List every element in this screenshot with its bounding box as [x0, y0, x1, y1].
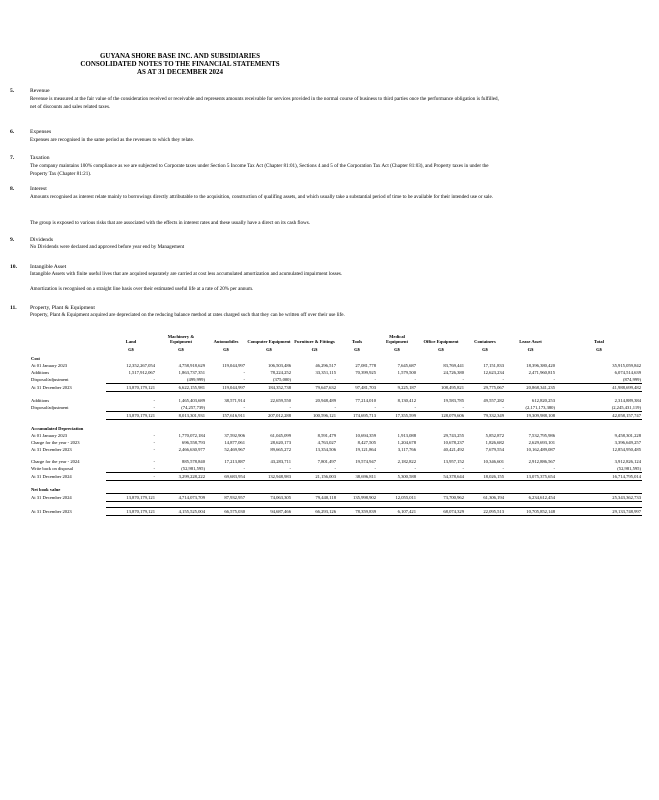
cell-value	[505, 355, 556, 362]
cell-value: 8,130,412	[397, 398, 416, 403]
cell-value: -	[334, 466, 336, 471]
cell-value: (74,257,739)	[181, 405, 205, 410]
note-paragraph: No Dividends were declared and approved before year end by Management	[30, 244, 185, 250]
cell-value: 7,645,687	[397, 363, 416, 368]
cell-value: 19,583,785	[443, 398, 464, 403]
currency-label: G$	[354, 347, 360, 352]
cell-value	[556, 355, 642, 362]
cell-value: 28,620,173	[270, 440, 291, 445]
row-label: At 31 December 2024	[31, 474, 72, 479]
column-header: Containers	[474, 338, 496, 344]
cell-value: 20,868,341,235	[505, 384, 556, 392]
cell-value: 37,592,906	[224, 433, 245, 438]
cell-value: -	[502, 377, 504, 382]
cell-value	[246, 355, 292, 362]
cell-value: 19,309,988,108	[505, 412, 556, 420]
cell-value: 21,156,003	[292, 473, 337, 481]
cell-value	[156, 486, 206, 494]
cell-value: 7,801,497	[317, 459, 336, 464]
cell-value: 119,044,997	[222, 363, 245, 368]
cell-value: 89,665,272	[270, 447, 291, 452]
currency-label: G$	[596, 347, 602, 352]
cell-value: 1,770,072,184	[178, 433, 205, 438]
cell-value: 94,687,466	[246, 508, 292, 516]
cell-value: 70,399,925	[355, 370, 376, 375]
cell-value	[206, 486, 246, 494]
cell-value	[337, 355, 377, 362]
cell-value: 27,081,778	[355, 363, 376, 368]
row-label: At 31 December 2023	[31, 385, 72, 390]
cell-value: -	[334, 377, 336, 382]
cell-value: 2,471,960,815	[528, 370, 555, 375]
cell-value: -	[153, 433, 155, 438]
cell-value	[106, 355, 156, 362]
cell-value: -	[374, 405, 376, 410]
cell-value: (2,171,173,380)	[525, 405, 555, 410]
cell-value: 1,579,500	[397, 370, 416, 375]
cell-value: 207,012,288	[246, 412, 292, 420]
table-row	[30, 486, 642, 494]
cell-value: 79,440,118	[292, 494, 337, 502]
cell-value: 42,058,157,747	[556, 412, 642, 420]
cell-value: -	[289, 466, 291, 471]
note-paragraph: Amortization is recognised on a straight line basis over their estimated useful life at a rate of 20% per annum.	[30, 286, 254, 292]
cell-value: 46,296,517	[315, 363, 336, 368]
cell-value: 3,912,826,124	[614, 459, 641, 464]
cell-value: 18,396,380,420	[526, 363, 555, 368]
table-row	[30, 473, 642, 481]
cell-value: -	[502, 466, 504, 471]
column-header: Furniture & Fittings	[294, 338, 335, 344]
cell-value: 1,826,682	[485, 440, 504, 445]
cell-value: 29,743,255	[443, 433, 464, 438]
currency-label: G$	[438, 347, 444, 352]
note-number: 7.	[10, 155, 15, 161]
cell-value: (375,000)	[273, 377, 291, 382]
cell-value: 25,343,362,733	[556, 494, 642, 502]
cell-value	[246, 486, 292, 494]
cell-value: 174,695,713	[337, 412, 377, 420]
cell-value: -	[153, 398, 155, 403]
cell-value	[505, 425, 556, 432]
note-paragraph: Expenses are recognised in the same period as the revenues to which they relate.	[30, 137, 195, 143]
cell-value: 2,629,693,101	[528, 440, 555, 445]
cell-value: -	[153, 447, 155, 452]
cell-value: 4,714,073,709	[156, 494, 206, 502]
note-number: 11.	[10, 305, 17, 311]
cell-value	[556, 486, 642, 494]
cell-value: 9,225,187	[377, 384, 417, 392]
cell-value: 20,948,489	[315, 398, 336, 403]
cell-value: 6,074,514,639	[614, 370, 641, 375]
currency-label: G$	[266, 347, 272, 352]
cell-value: 35,915,059,842	[612, 363, 641, 368]
cell-value: 66,293,126	[292, 508, 337, 516]
cell-value: 2,912,886,567	[528, 459, 555, 464]
note-paragraph: Intangible Assets with finite useful lives that are acquired separately are carried at cost less accumulated amortization and acumulated impairment losses.	[30, 271, 343, 277]
cell-value: -	[374, 466, 376, 471]
cell-value: 1,913,088	[397, 433, 416, 438]
table-row	[30, 397, 642, 404]
cell-value: 2,466,630,977	[178, 447, 205, 452]
note-title: Revenue	[30, 88, 50, 94]
row-label: Additions	[31, 370, 50, 375]
row-label: Net book value	[31, 487, 61, 493]
note-number: 8.	[10, 186, 15, 192]
table-row	[30, 439, 642, 446]
cell-value: 128,079,606	[417, 412, 465, 420]
cell-value: 61,045,099	[270, 433, 291, 438]
cell-value: -	[414, 466, 416, 471]
cell-value: 68,074,329	[417, 508, 465, 516]
cell-value: -	[462, 377, 464, 382]
cell-value: 40,421,492	[443, 447, 464, 452]
cell-value: 4,758,918,629	[178, 363, 205, 368]
cell-value: -	[414, 405, 416, 410]
cell-value: 106,503,486	[268, 363, 291, 368]
cell-value	[417, 425, 465, 432]
cell-value: 83,769,441	[443, 363, 464, 368]
cell-value: 4,155,525,004	[156, 508, 206, 516]
cell-value: -	[153, 377, 155, 382]
cell-value: -	[502, 405, 504, 410]
note-title: Taxation	[30, 155, 50, 161]
table-row	[30, 412, 642, 420]
cell-value: -	[153, 405, 155, 410]
row-label: At 01 January 2023	[31, 363, 68, 368]
cell-value: 38,696,811	[337, 473, 377, 481]
cell-value: 12,623,234	[483, 370, 504, 375]
cell-value: (874,999)	[623, 377, 641, 382]
cell-value: -	[374, 377, 376, 382]
cell-value: 696,558,793	[182, 440, 205, 445]
currency-label: G$	[394, 347, 400, 352]
cell-value	[206, 425, 246, 432]
row-label: Accumulated Depreciation	[31, 426, 84, 431]
cell-value: 8,013,301,931	[156, 412, 206, 420]
cell-value	[292, 486, 337, 494]
note-title: Interest	[30, 186, 47, 192]
cell-value: 12,352,267,054	[126, 363, 155, 368]
note-paragraph: Amounts recognised as interest relate mainly to borrowings directly attributable to the acquisition, construction of qualifing assets, and which usually take a substantial period of time to be available for their intended use or sale.	[30, 194, 493, 200]
document-title: CONSOLIDATED NOTES TO THE FINANCIAL STATEMENTS	[80, 60, 280, 68]
cell-value: 13,354,506	[315, 447, 336, 452]
cell-value: 135,998,902	[337, 494, 377, 502]
cell-value: -	[243, 466, 245, 471]
cell-value: 78,359,839	[337, 508, 377, 516]
cell-value: -	[153, 459, 155, 464]
note-paragraph: Revenue is measured at the fair value of the consideration received or receivable and represents amounts receivable for services provided in the normal course of business to third parties once the performance obligation is fulfilled, net of discounts and sales related taxes.	[30, 96, 499, 110]
cell-value	[337, 486, 377, 494]
cell-value: 13,075,375,654	[505, 473, 556, 481]
cell-value: 22,095,513	[465, 508, 505, 516]
column-header: Machinery & Equipment	[167, 333, 195, 344]
column-header: Office Equipment	[423, 338, 459, 344]
row-label: Cost	[31, 356, 40, 361]
cell-value: 69,683,954	[206, 473, 246, 481]
cell-value: -	[462, 466, 464, 471]
row-label: Disposal/adjustment	[31, 377, 69, 383]
column-header: Medical Equipment	[386, 333, 408, 344]
cell-value: 6,107,421	[377, 508, 417, 516]
cell-value: 100,596,121	[292, 412, 337, 420]
cell-value	[505, 486, 556, 494]
cell-value: 3,396,649,257	[614, 440, 641, 445]
currency-label: G$	[178, 347, 184, 352]
cell-value: (52,981,595)	[617, 466, 641, 471]
cell-value: 13,870,179,121	[106, 412, 156, 420]
cell-value: 74,063,305	[246, 494, 292, 502]
cell-value: 1,863,737,351	[178, 370, 205, 375]
note-paragraph: Property, Plant & Equipment acquired are depreciated on the reducing balance method at rates charged such that they can be written off over their use life.	[30, 312, 345, 318]
cell-value: 7,532,795,986	[528, 433, 555, 438]
cell-value: 1,465,403,689	[178, 398, 205, 403]
currency-label: G$	[223, 347, 229, 352]
row-label: At 01 January 2023	[31, 433, 68, 438]
cell-value: 13,870,179,121	[106, 494, 156, 502]
cell-value	[292, 425, 337, 432]
table-row	[30, 465, 642, 473]
cell-value: -	[106, 473, 156, 481]
cell-value: 108,495,821	[417, 384, 465, 392]
cell-value: -	[289, 405, 291, 410]
document-date: AS AT 31 DECEMBER 2024	[136, 68, 224, 76]
note-title: Dividends	[30, 237, 53, 243]
cell-value: 19,121,864	[355, 447, 376, 452]
cell-value: 13,870,179,121	[106, 384, 156, 392]
table-row	[30, 369, 642, 376]
cell-value	[465, 355, 505, 362]
cell-value: 119,044,997	[206, 384, 246, 392]
table-row	[30, 376, 642, 384]
row-label: Charge for the year - 2023	[31, 440, 80, 445]
cell-value: 17,355,599	[377, 412, 417, 420]
header-blank	[30, 328, 106, 344]
cell-value: 52,469,967	[224, 447, 245, 452]
cell-value: 77,214,010	[355, 398, 376, 403]
row-label: Additions	[31, 398, 50, 403]
cell-value: 24,726,380	[443, 370, 464, 375]
cell-value	[337, 425, 377, 432]
cell-value: (499,999)	[187, 377, 205, 382]
cell-value: 6,234,612,454	[505, 494, 556, 502]
cell-value: (2,245,431,119)	[611, 405, 641, 410]
cell-value: 4,763,027	[317, 440, 336, 445]
cell-value: 2,314,889,384	[614, 398, 641, 403]
cell-value: 73,700,962	[417, 494, 465, 502]
cell-value: -	[462, 405, 464, 410]
cell-value	[246, 425, 292, 432]
cell-value	[206, 355, 246, 362]
currency-label: G$	[128, 347, 134, 352]
cell-value: -	[153, 440, 155, 445]
cell-value: 29,775,067	[465, 384, 505, 392]
cell-value: 79,647,632	[292, 384, 337, 392]
cell-value: 7,679,554	[485, 447, 504, 452]
cell-value	[156, 355, 206, 362]
ppe-table	[30, 328, 642, 516]
row-label: Write back on disposal	[31, 466, 74, 472]
note-paragraph: The group is exposed to various risks that are associated with the effects in interest rates and these usually have a direct on its cash flows.	[30, 220, 310, 226]
cell-value: 54,378,644	[417, 473, 465, 481]
cell-value: 19,574,947	[355, 459, 376, 464]
column-header: Land	[125, 338, 137, 344]
cell-value: 10,162,489,087	[526, 447, 555, 452]
cell-value	[156, 425, 206, 432]
cell-value: 6,622,155,981	[156, 384, 206, 392]
cell-value	[465, 486, 505, 494]
cell-value: 2,182,822	[397, 459, 416, 464]
currency-label: G$	[311, 347, 318, 352]
note-number: 5.	[10, 88, 15, 94]
column-header: Automobiles	[213, 338, 239, 344]
cell-value: 9,458,301,228	[614, 433, 641, 438]
note-title: Expenses	[30, 129, 52, 135]
column-header: Total	[593, 338, 605, 344]
row-label: At 31 December 2023	[31, 447, 72, 452]
cell-value: 5,300,588	[377, 473, 417, 481]
cell-value: 22,659,550	[270, 398, 291, 403]
cell-value	[417, 486, 465, 494]
cell-value	[106, 425, 156, 432]
cell-value: 12,055,011	[377, 494, 417, 502]
cell-value: 13,957,152	[443, 459, 464, 464]
cell-value: 5,852,872	[485, 433, 504, 438]
cell-value: 10,694,359	[355, 433, 376, 438]
cell-value: 18,026,155	[465, 473, 505, 481]
cell-value	[417, 355, 465, 362]
cell-value: 157,616,911	[206, 412, 246, 420]
column-header: Computer Equipment	[247, 338, 291, 344]
cell-value: 49,557,282	[483, 398, 504, 403]
cell-value: 66,575,030	[206, 508, 246, 516]
column-header: Lease Asset	[519, 338, 542, 344]
cell-value: -	[243, 405, 245, 410]
note-number: 9.	[10, 237, 15, 243]
cell-value: 78,224,252	[270, 370, 291, 375]
cell-value	[377, 425, 417, 432]
cell-value: 16,714,795,014	[556, 473, 642, 481]
cell-value: 97,481,703	[337, 384, 377, 392]
cell-value: 17,151,833	[483, 363, 504, 368]
cell-value: 8,591,479	[317, 433, 336, 438]
cell-value: 885,578,840	[182, 459, 205, 464]
row-label: At 31 December 2024	[31, 495, 72, 500]
cell-value: 41,988,699,482	[556, 384, 642, 392]
cell-value: 61,306,194	[465, 494, 505, 502]
note-number: 6.	[10, 129, 15, 135]
currency-label: G$	[527, 347, 534, 352]
cell-value: (52,981,595)	[181, 466, 205, 471]
cell-value: 1,204,678	[397, 440, 416, 445]
row-label: At 31 December 2023	[31, 509, 72, 514]
currency-label: G$	[482, 347, 488, 352]
table-row	[30, 494, 642, 502]
cell-value: 14,877,061	[224, 440, 245, 445]
table-row	[30, 384, 642, 392]
currency-row	[30, 344, 642, 355]
cell-value: 10,705,852,148	[505, 508, 556, 516]
cell-value: 12,854,950,485	[612, 447, 641, 452]
cell-value: 33,351,115	[315, 370, 336, 375]
note-number: 10.	[10, 264, 17, 270]
cell-value: 10,346,601	[483, 459, 504, 464]
cell-value: 1,517,912,067	[128, 370, 155, 375]
table-header-row	[30, 328, 642, 344]
table-row	[30, 508, 642, 516]
cell-value: 13,870,179,121	[106, 508, 156, 516]
cell-value: 8,427,505	[357, 440, 376, 445]
cell-value: 3,299,228,222	[156, 473, 206, 481]
cell-value: -	[153, 466, 155, 471]
table-row	[30, 425, 642, 432]
cell-value: -	[553, 377, 555, 382]
cell-value: 17,213,887	[224, 459, 245, 464]
column-header: Tools	[351, 338, 363, 344]
table-row	[30, 355, 642, 362]
cell-value: 29,133,748,997	[556, 508, 642, 516]
cell-value: 612,820,253	[532, 398, 555, 403]
row-label: Disposal/adjustment	[31, 405, 69, 411]
cell-value	[556, 425, 642, 432]
table-row	[30, 362, 642, 369]
cell-value: 184,352,738	[246, 384, 292, 392]
row-label: Charge for the year - 2024	[31, 459, 80, 464]
cell-value: -	[334, 405, 336, 410]
cell-value: 43,283,711	[270, 459, 291, 464]
table-row	[30, 458, 642, 465]
note-title: Property, Plant & Equipment	[30, 305, 95, 311]
cell-value	[106, 486, 156, 494]
cell-value	[377, 486, 417, 494]
cell-value: 3,117,766	[397, 447, 416, 452]
cell-value: 10,678,237	[443, 440, 464, 445]
row-label	[30, 412, 106, 420]
cell-value	[292, 355, 337, 362]
cell-value: -	[243, 377, 245, 382]
cell-value: 38,571,914	[224, 398, 245, 403]
table-row	[30, 446, 642, 453]
cell-value: -	[243, 370, 245, 375]
note-paragraph: The company maintains 100% compliance as we are subjected to Corporate taxes under Section 5 Income Tax Act (Chapter 81:01), Sections 4 and 5 of the Corporation Tax Act (Chapter 81:03), and Property taxes in under the Property Tax (Chapter 81:21).	[30, 163, 489, 177]
cell-value	[465, 425, 505, 432]
note-title: Intangible Asset	[30, 264, 67, 270]
cell-value: 79,332,349	[465, 412, 505, 420]
cell-value: 87,932,957	[206, 494, 246, 502]
document-header	[60, 52, 300, 76]
cell-value: -	[414, 377, 416, 382]
cell-value	[377, 355, 417, 362]
cell-value: 132,948,983	[246, 473, 292, 481]
company-name: GUYANA SHORE BASE INC. AND SUBSIDIARIES	[99, 52, 260, 60]
table-row	[30, 432, 642, 439]
cell-value: -	[553, 466, 555, 471]
table-row	[30, 404, 642, 412]
